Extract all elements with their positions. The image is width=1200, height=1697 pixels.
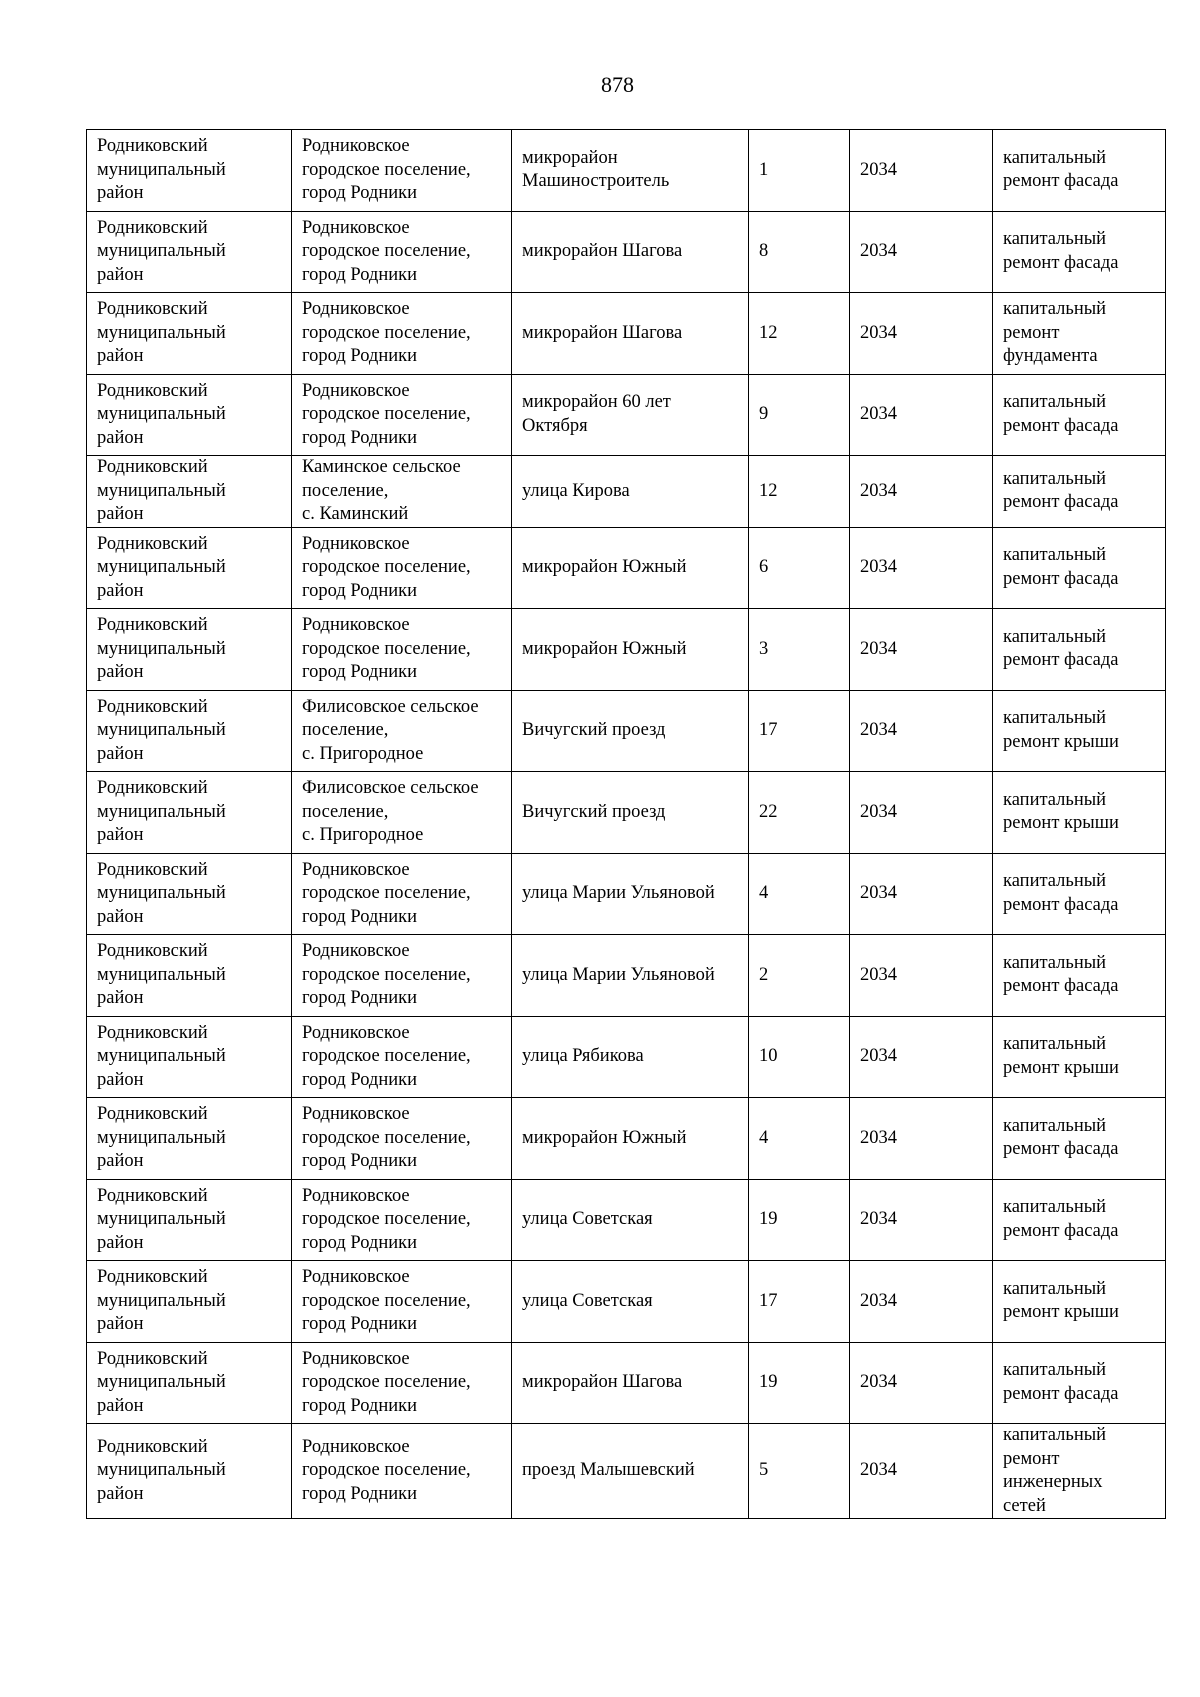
settlement-cell: Родниковское городское поселение, город Родники	[292, 1016, 512, 1098]
year-cell: 2034	[850, 1098, 993, 1180]
table-row	[87, 130, 1166, 212]
year-cell: 2034	[850, 1342, 993, 1424]
street-cell: Вичугский проезд	[512, 690, 749, 772]
street-cell: микрорайон Южный	[512, 609, 749, 691]
table-row	[87, 1261, 1166, 1343]
street-cell: микрорайон Машиностроитель	[512, 130, 749, 212]
district-cell: Родниковский муниципальный район	[87, 1179, 292, 1261]
work-type-cell: капитальный ремонт крыши	[993, 772, 1166, 854]
settlement-cell: Родниковское городское поселение, город Родники	[292, 374, 512, 456]
district-cell: Родниковский муниципальный район	[87, 1424, 292, 1519]
year-cell: 2034	[850, 853, 993, 935]
settlement-cell: Филисовское сельское поселение, с. Пригородное	[292, 772, 512, 854]
year-cell: 2034	[850, 130, 993, 212]
settlement-cell: Родниковское городское поселение, город Родники	[292, 1342, 512, 1424]
house-number-cell: 17	[749, 690, 850, 772]
settlement-cell: Каминское сельское поселение, с. Каминский	[292, 456, 512, 528]
table-row	[87, 1179, 1166, 1261]
house-number-cell: 3	[749, 609, 850, 691]
district-cell: Родниковский муниципальный район	[87, 1342, 292, 1424]
year-cell: 2034	[850, 374, 993, 456]
district-cell: Родниковский муниципальный район	[87, 935, 292, 1017]
year-cell: 2034	[850, 527, 993, 609]
work-type-cell: капитальный ремонт фундамента	[993, 293, 1166, 375]
table-row	[87, 293, 1166, 375]
year-cell: 2034	[850, 772, 993, 854]
table-row	[87, 1424, 1166, 1519]
settlement-cell: Родниковское городское поселение, город Родники	[292, 293, 512, 375]
street-cell: улица Рябикова	[512, 1016, 749, 1098]
work-type-cell: капитальный ремонт фасада	[993, 211, 1166, 293]
settlement-cell: Родниковское городское поселение, город Родники	[292, 935, 512, 1017]
house-number-cell: 19	[749, 1179, 850, 1261]
district-cell: Родниковский муниципальный район	[87, 1016, 292, 1098]
street-cell: улица Советская	[512, 1261, 749, 1343]
work-type-cell: капитальный ремонт фасада	[993, 853, 1166, 935]
house-number-cell: 4	[749, 1098, 850, 1180]
district-cell: Родниковский муниципальный район	[87, 772, 292, 854]
district-cell: Родниковский муниципальный район	[87, 1261, 292, 1343]
house-number-cell: 9	[749, 374, 850, 456]
district-cell: Родниковский муниципальный район	[87, 609, 292, 691]
house-number-cell: 10	[749, 1016, 850, 1098]
table-row	[87, 211, 1166, 293]
table-row	[87, 690, 1166, 772]
year-cell: 2034	[850, 1424, 993, 1519]
year-cell: 2034	[850, 690, 993, 772]
settlement-cell: Родниковское городское поселение, город Родники	[292, 527, 512, 609]
settlement-cell: Родниковское городское поселение, город Родники	[292, 1098, 512, 1180]
street-cell: микрорайон Южный	[512, 1098, 749, 1180]
house-number-cell: 4	[749, 853, 850, 935]
table-row	[87, 609, 1166, 691]
settlement-cell: Филисовское сельское поселение, с. Пригородное	[292, 690, 512, 772]
house-number-cell: 12	[749, 456, 850, 528]
district-cell: Родниковский муниципальный район	[87, 293, 292, 375]
work-type-cell: капитальный ремонт фасада	[993, 527, 1166, 609]
settlement-cell: Родниковское городское поселение, город Родники	[292, 1261, 512, 1343]
work-type-cell: капитальный ремонт инженерных сетей	[993, 1424, 1166, 1519]
work-type-cell: капитальный ремонт крыши	[993, 690, 1166, 772]
house-number-cell: 22	[749, 772, 850, 854]
work-type-cell: капитальный ремонт фасада	[993, 935, 1166, 1017]
work-type-cell: капитальный ремонт фасада	[993, 130, 1166, 212]
table-row	[87, 1098, 1166, 1180]
house-number-cell: 6	[749, 527, 850, 609]
work-type-cell: капитальный ремонт фасада	[993, 609, 1166, 691]
work-type-cell: капитальный ремонт крыши	[993, 1016, 1166, 1098]
district-cell: Родниковский муниципальный район	[87, 374, 292, 456]
district-cell: Родниковский муниципальный район	[87, 456, 292, 528]
street-cell: микрорайон 60 лет Октября	[512, 374, 749, 456]
year-cell: 2034	[850, 211, 993, 293]
district-cell: Родниковский муниципальный район	[87, 527, 292, 609]
street-cell: микрорайон Шагова	[512, 211, 749, 293]
year-cell: 2034	[850, 609, 993, 691]
house-number-cell: 8	[749, 211, 850, 293]
settlement-cell: Родниковское городское поселение, город Родники	[292, 130, 512, 212]
settlement-cell: Родниковское городское поселение, город Родники	[292, 1424, 512, 1519]
street-cell: улица Кирова	[512, 456, 749, 528]
year-cell: 2034	[850, 1261, 993, 1343]
house-number-cell: 17	[749, 1261, 850, 1343]
table-row	[87, 853, 1166, 935]
table-row	[87, 772, 1166, 854]
street-cell: улица Советская	[512, 1179, 749, 1261]
work-type-cell: капитальный ремонт фасада	[993, 456, 1166, 528]
street-cell: улица Марии Ульяновой	[512, 935, 749, 1017]
settlement-cell: Родниковское городское поселение, город Родники	[292, 211, 512, 293]
district-cell: Родниковский муниципальный район	[87, 853, 292, 935]
district-cell: Родниковский муниципальный район	[87, 130, 292, 212]
house-number-cell: 5	[749, 1424, 850, 1519]
house-number-cell: 2	[749, 935, 850, 1017]
year-cell: 2034	[850, 1016, 993, 1098]
year-cell: 2034	[850, 1179, 993, 1261]
street-cell: микрорайон Шагова	[512, 293, 749, 375]
work-type-cell: капитальный ремонт фасада	[993, 1342, 1166, 1424]
house-number-cell: 1	[749, 130, 850, 212]
repair-schedule-table	[86, 129, 1166, 1519]
year-cell: 2034	[850, 293, 993, 375]
table-row	[87, 374, 1166, 456]
table-row	[87, 1342, 1166, 1424]
street-cell: Вичугский проезд	[512, 772, 749, 854]
district-cell: Родниковский муниципальный район	[87, 690, 292, 772]
settlement-cell: Родниковское городское поселение, город Родники	[292, 1179, 512, 1261]
work-type-cell: капитальный ремонт фасада	[993, 1098, 1166, 1180]
street-cell: улица Марии Ульяновой	[512, 853, 749, 935]
settlement-cell: Родниковское городское поселение, город Родники	[292, 609, 512, 691]
work-type-cell: капитальный ремонт фасада	[993, 374, 1166, 456]
page-number: 878	[601, 72, 634, 97]
table-row	[87, 1016, 1166, 1098]
district-cell: Родниковский муниципальный район	[87, 211, 292, 293]
table-row	[87, 935, 1166, 1017]
house-number-cell: 19	[749, 1342, 850, 1424]
street-cell: микрорайон Шагова	[512, 1342, 749, 1424]
street-cell: микрорайон Южный	[512, 527, 749, 609]
settlement-cell: Родниковское городское поселение, город Родники	[292, 853, 512, 935]
year-cell: 2034	[850, 456, 993, 528]
work-type-cell: капитальный ремонт фасада	[993, 1179, 1166, 1261]
district-cell: Родниковский муниципальный район	[87, 1098, 292, 1180]
house-number-cell: 12	[749, 293, 850, 375]
table-row	[87, 456, 1166, 528]
year-cell: 2034	[850, 935, 993, 1017]
work-type-cell: капитальный ремонт крыши	[993, 1261, 1166, 1343]
street-cell: проезд Малышевский	[512, 1424, 749, 1519]
table-row	[87, 527, 1166, 609]
